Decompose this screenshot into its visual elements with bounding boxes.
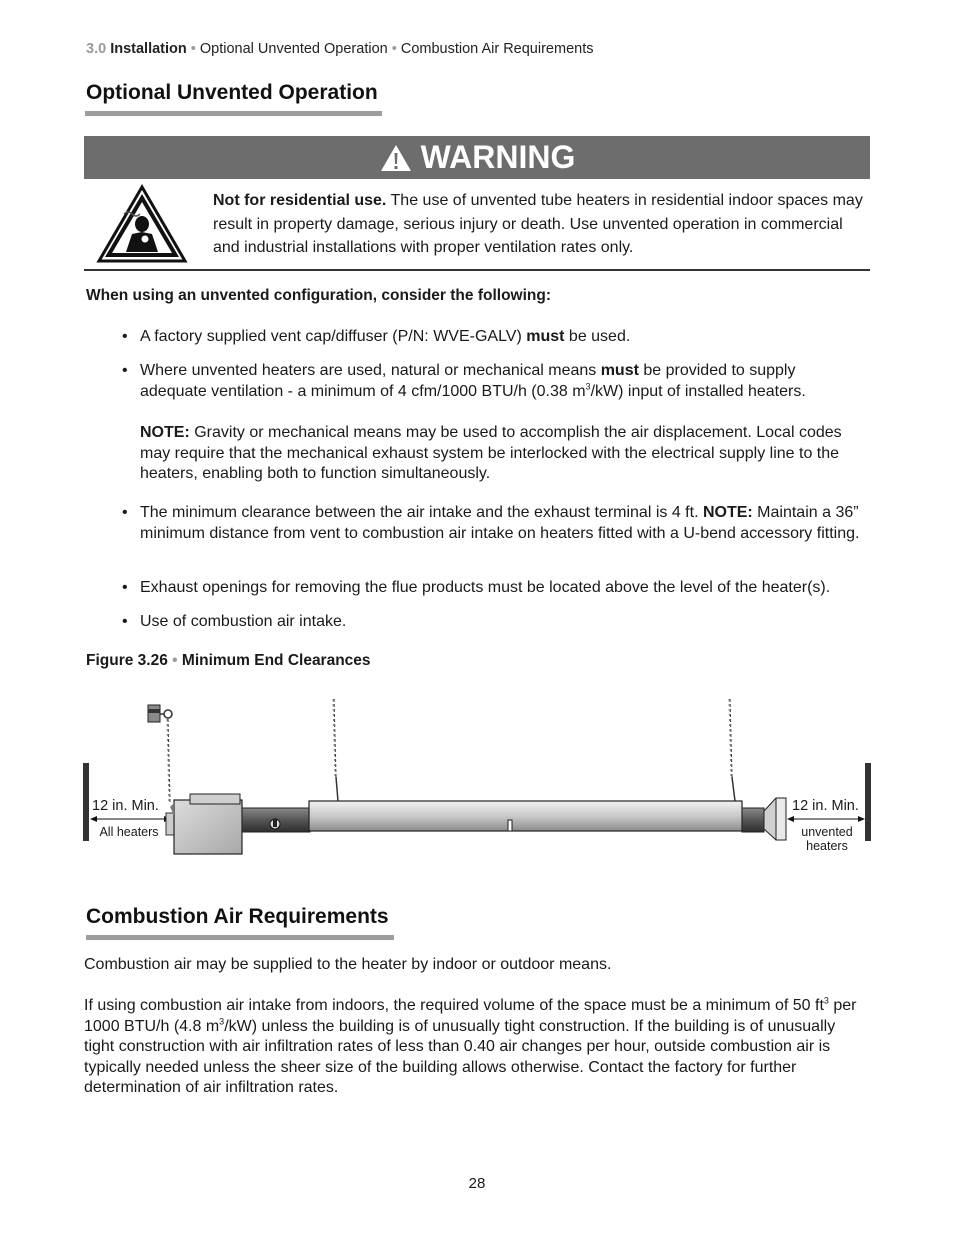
list-item xyxy=(122,578,870,599)
bullet-text: /kW) input of installed heaters. xyxy=(590,382,806,400)
paragraph-text: If using combustion air intake from indoors, the required volume of the space must be a minimum of 50 ft xyxy=(84,997,824,1014)
figure-caption xyxy=(86,652,371,670)
note-label: NOTE: xyxy=(702,504,753,521)
bullet-emphasis: must xyxy=(526,328,565,345)
superscript: 3 xyxy=(823,995,829,1006)
consider-lead: When using an unvented configuration, consider the following: xyxy=(86,287,551,304)
figure-separator: • xyxy=(172,652,178,669)
figure-title: Minimum End Clearances xyxy=(181,652,371,669)
warning-triangle-icon xyxy=(379,143,413,173)
warning-divider xyxy=(84,269,870,271)
breadcrumb-section: Installation xyxy=(110,41,187,57)
asphyxiation-hazard-icon xyxy=(96,184,188,264)
list-item xyxy=(122,612,860,633)
bullet-mark: • xyxy=(122,613,128,630)
list-item xyxy=(122,503,870,544)
combustion-paragraph-2 xyxy=(84,996,869,1099)
bullet-text: be used. xyxy=(564,328,631,345)
section-title-unvented: Optional Unvented Operation xyxy=(86,81,378,104)
section-title-underline xyxy=(86,935,394,940)
right-wall xyxy=(865,763,871,841)
note-paragraph xyxy=(140,423,858,485)
bullet-text: The minimum clearance between the air intake and the exhaust terminal is 4 ft. xyxy=(140,504,703,521)
warning-title: WARNING xyxy=(420,139,576,175)
warning-lead: Not for residential use. xyxy=(213,192,387,209)
bullet-text: be provided to supply adequate ventilation - a minimum of 4 cfm/1000 BTU/h (0.38 m xyxy=(140,362,796,400)
tube-coupling xyxy=(508,820,512,831)
bullet-mark: • xyxy=(122,362,128,379)
right-clearance-label: 12 in. Min. xyxy=(792,798,859,814)
radiant-tube xyxy=(309,801,742,831)
burner-box xyxy=(166,794,242,854)
breadcrumb-separator: • xyxy=(190,41,196,57)
heater-clearance-diagram xyxy=(80,695,880,865)
breadcrumb-section-number: 3.0 xyxy=(86,41,107,57)
breadcrumb-separator: • xyxy=(391,41,397,57)
paragraph-text: /kW) unless the building is of unusually tight construction. If the building is of unusually tight construction with air infiltration rates of less than 0.40 air changes per hour, outside combustion air is typically needed unless the sheer size of the building allows otherwise. Contact the factory for further determination of air infiltration rates. xyxy=(84,1017,836,1096)
list-item xyxy=(122,361,860,402)
bullet-text: A factory supplied vent cap/diffuser (P/N: WVE-GALV) xyxy=(140,328,527,345)
bullet-emphasis: must xyxy=(600,362,639,379)
left-clearance-arrow xyxy=(90,816,171,822)
hanging-chain xyxy=(167,719,170,803)
breadcrumb-item-unvented: Optional Unvented Operation xyxy=(199,41,388,57)
bullet-text: Maintain a 36” minimum distance from vent to combustion air intake on heaters fitted with a U-bend accessory fitting. xyxy=(140,504,860,542)
note-label: NOTE: xyxy=(140,424,190,441)
breadcrumb-item-combustion: Combustion Air Requirements xyxy=(400,41,594,57)
bullet-text: Use of combustion air intake. xyxy=(140,613,347,630)
left-clearance-note: All heaters xyxy=(99,825,159,839)
paragraph-text: per 1000 BTU/h (4.8 m xyxy=(84,997,857,1035)
right-clearance-note xyxy=(790,825,864,853)
right-note-line: unvented xyxy=(801,825,853,839)
page-number: 28 xyxy=(468,1175,486,1192)
combustion-paragraph-1: Combustion air may be supplied to the heater by indoor or outdoor means. xyxy=(84,956,612,973)
bullet-text: Exhaust openings for removing the flue products must be located above the level of the heater(s). xyxy=(140,579,831,596)
bullet-mark: • xyxy=(122,504,128,521)
section-title-underline xyxy=(85,111,382,116)
breadcrumb xyxy=(86,41,593,57)
tail-pipe xyxy=(742,808,764,832)
note-text: Gravity or mechanical means may be used to accomplish the air displacement. Local codes may require that the mechanical exhaust system be interlocked with the electrical supply line to the heaters, enabling both to function simultaneously. xyxy=(140,424,842,482)
list-item xyxy=(122,327,865,348)
bullet-mark: • xyxy=(122,579,128,596)
left-clearance-label: 12 in. Min. xyxy=(92,798,159,814)
warning-body: The use of unvented tube heaters in residential indoor spaces may result in property damage, serious injury or death. Use unvented operation in commercial and industrial installations with proper ventilation rates only. xyxy=(213,192,863,256)
bullet-text: Where unvented heaters are used, natural or mechanical means xyxy=(140,362,601,379)
right-note-line: heaters xyxy=(806,839,848,853)
figure-number: Figure 3.26 xyxy=(86,652,168,669)
superscript: 3 xyxy=(219,1016,225,1027)
section-title-combustion: Combustion Air Requirements xyxy=(86,905,389,928)
superscript: 3 xyxy=(585,381,591,392)
warning-message xyxy=(213,189,863,260)
warning-banner xyxy=(84,136,870,179)
bullet-mark: • xyxy=(122,328,128,345)
right-clearance-arrow xyxy=(787,816,865,822)
